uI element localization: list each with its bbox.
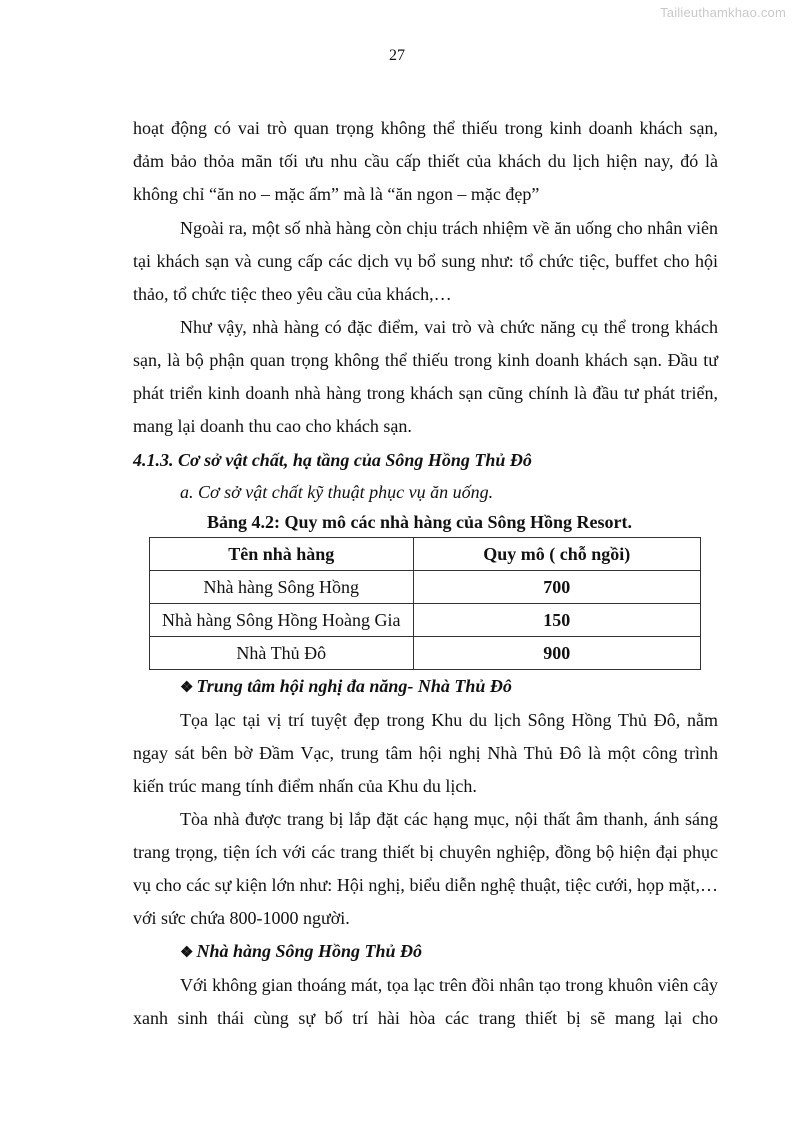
table-caption: Bảng 4.2: Quy mô các nhà hàng của Sông Hồng Resort. — [206, 512, 633, 532]
table-cell: 150 — [413, 604, 700, 637]
table-row — [150, 571, 701, 604]
paragraph-line: hoạt động có vai trò quan trọng không thể thiếu trong kinh doanh khách sạn, — [133, 118, 718, 138]
paragraph-line: đảm bảo thỏa mãn tối ưu nhu cầu cấp thiết của khách du lịch hiện nay, đó là — [133, 151, 718, 171]
table-row — [150, 637, 701, 670]
paragraph: Ngoài ra, một số nhà hàng còn chịu trách nhiệm về ăn uống cho nhân viên tại khách sạn và cung cấp các dịch vụ bổ sung như: tổ chức tiệc, buffet cho hội thảo, tổ chức tiệc theo yêu cầu của khách,… — [133, 218, 718, 304]
table-cell: Nhà hàng Sông Hồng — [150, 571, 414, 604]
watermark: Tailieuthamkhao.com — [660, 5, 786, 20]
table-cell: Nhà Thủ Đô — [150, 637, 414, 670]
paragraph: Như vậy, nhà hàng có đặc điểm, vai trò và chức năng cụ thể trong khách sạn, là bộ phận quan trọng không thể thiếu trong kinh doanh khách sạn. Đầu tư phát triển kinh doanh nhà hàng trong khách sạn cũng chính là đầu tư phát triển, mang lại doanh thu cao cho khách sạn. — [133, 317, 718, 436]
paragraph: Tòa nhà được trang bị lắp đặt các hạng mục, nội thất âm thanh, ánh sáng trang trọng, tiện ích với các trang thiết bị chuyên nghiệp, đồng bộ hiện đại phục vụ cho các sự kiện lớn như: Hội nghị, biểu diễn nghệ thuật, tiệc cưới, họp mặt,… với sức chứa 800-1000 người. — [133, 809, 718, 928]
table-cell: Nhà hàng Sông Hồng Hoàng Gia — [150, 604, 414, 637]
paragraph: Với không gian thoáng mát, tọa lạc trên đồi nhân tạo trong khuôn viên cây xanh sinh thái cùng sự bố trí hài hòa các trang thiết bị sẽ mang lại cho — [133, 975, 718, 1028]
paragraph: Tọa lạc tại vị trí tuyệt đẹp trong Khu du lịch Sông Hồng Thủ Đô, nằm ngay sát bên bờ Đầm Vạc, trung tâm hội nghị Nhà Thủ Đô là một công trình kiến trúc mang tính điểm nhấn của Khu du lịch. — [133, 710, 718, 796]
column-header: Quy mô ( chỗ ngồi) — [413, 538, 700, 571]
diamond-bullet-icon: ❖ — [180, 680, 194, 696]
diamond-bullet-icon: ❖ — [180, 945, 194, 961]
bullet-heading-text: Nhà hàng Sông Hồng Thủ Đô — [196, 941, 423, 961]
page-number: 27 — [389, 47, 405, 64]
table-header-row — [150, 538, 701, 571]
paragraph-line: không chỉ “ăn no – mặc ấm” mà là “ăn ngon – mặc đẹp” — [133, 184, 540, 204]
column-header: Tên nhà hàng — [150, 538, 414, 571]
table-cell: 900 — [413, 637, 700, 670]
bullet-heading-text: Trung tâm hội nghị đa năng- Nhà Thủ Đô — [196, 676, 512, 696]
bullet-heading — [133, 670, 718, 704]
table-row — [150, 604, 701, 637]
document-body — [133, 112, 718, 1035]
subsection-heading: a. Cơ sở vật chất kỹ thuật phục vụ ăn uống. — [180, 482, 494, 502]
bullet-heading — [133, 935, 718, 969]
table-cell: 700 — [413, 571, 700, 604]
restaurant-scale-table — [149, 537, 701, 670]
section-heading: 4.1.3. Cơ sở vật chất, hạ tầng của Sông Hồng Thủ Đô — [133, 450, 532, 470]
